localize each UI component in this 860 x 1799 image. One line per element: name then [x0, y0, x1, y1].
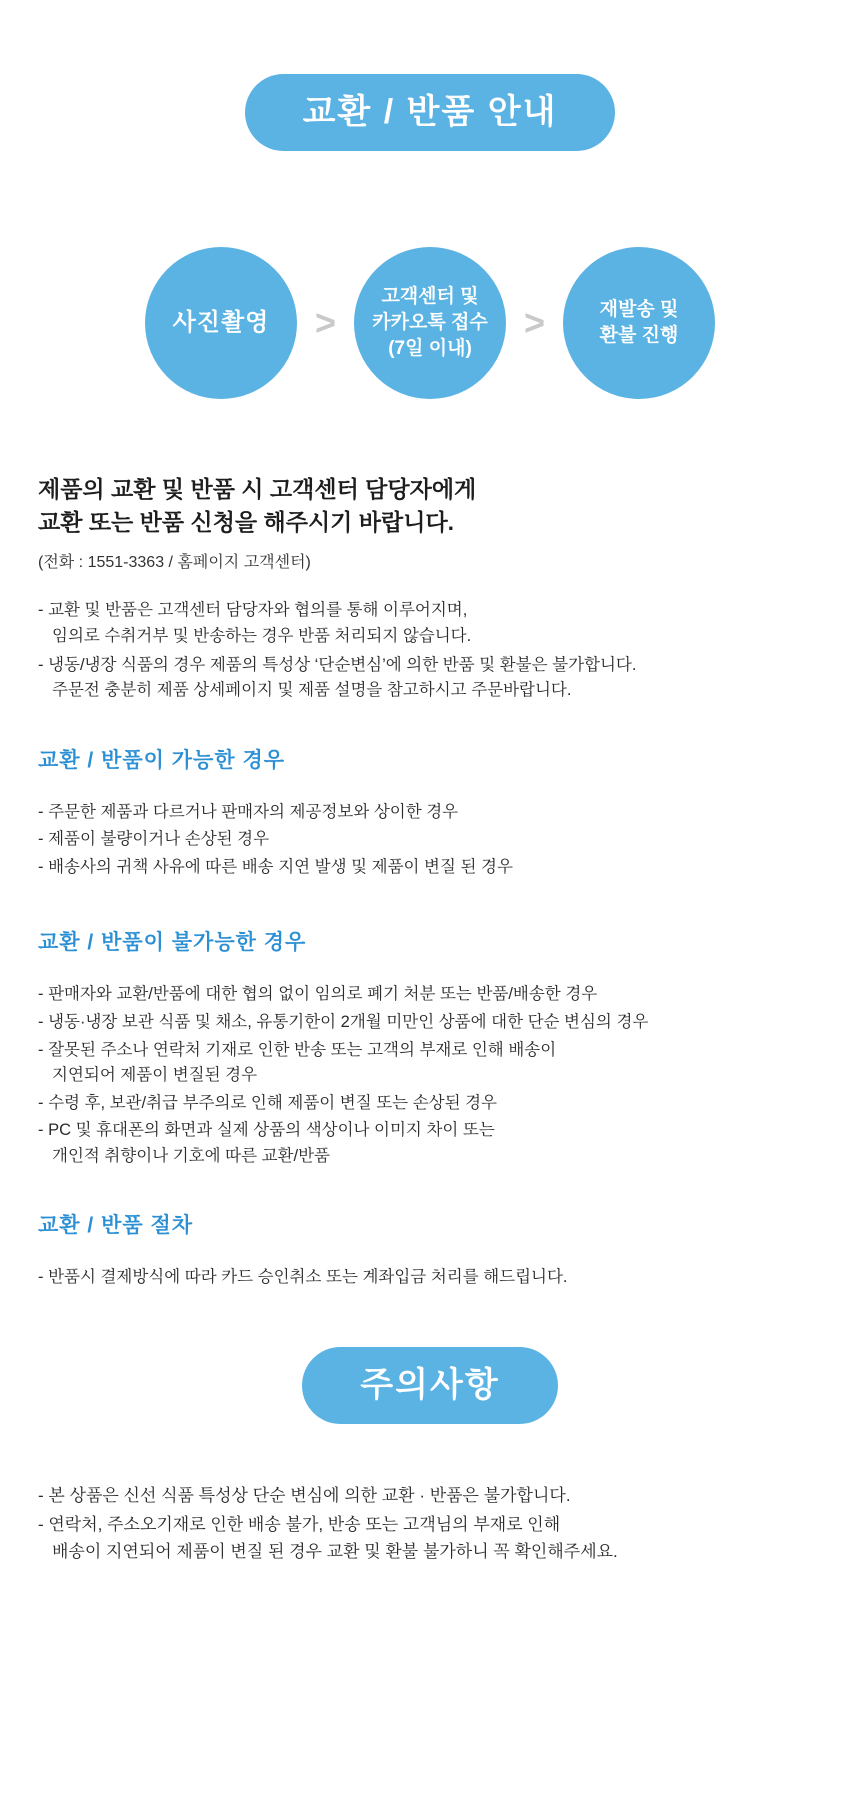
list-item	[38, 800, 822, 826]
list-item	[38, 1118, 822, 1169]
list-item-line-1: - 수령 후, 보관/취급 부주의로 인해 제품이 변질 또는 손상된 경우	[38, 1093, 497, 1112]
list-item-line-1: - 반품시 결제방식에 따라 카드 승인취소 또는 계좌입금 처리를 해드립니다.	[38, 1268, 568, 1287]
customer-center-phone: (전화 : 1551-3363 / 홈페이지 고객센터)	[38, 554, 311, 572]
list-item-line-1: - 배송사의 귀책 사유에 따른 배송 지연 발생 및 제품이 변질 된 경우	[38, 857, 513, 876]
step-3-line-1: 재발송 및	[599, 299, 679, 321]
step-circle-reship-refund	[563, 247, 715, 399]
bottom-spacer	[0, 1567, 860, 1677]
content-body	[0, 473, 860, 1291]
list-item-line-1: - 냉동·냉장 보관 식품 및 채소, 유통기한이 2개월 미만인 상품에 대한 단순 변심의 경우	[38, 1012, 649, 1031]
step-circle-photo	[145, 247, 297, 399]
step-3-line-2: 환불 진행	[599, 324, 679, 346]
list-item-line-1: - 연락처, 주소오기재로 인한 배송 불가, 반송 또는 고객님의 부재로 인해	[38, 1514, 561, 1534]
step-circle-customer-center	[354, 247, 506, 399]
list-item	[38, 1091, 822, 1117]
list-item	[38, 982, 822, 1008]
list-item-line-1: - 잘못된 주소나 연락처 기재로 인한 반송 또는 고객의 부재로 인해 배송이	[38, 1040, 557, 1059]
step-2-line-1: 고객센터 및	[381, 286, 479, 308]
list-item-line-2: 배송이 지연되어 제품이 변질 된 경우 교환 및 환불 불가하니 꼭 확인해주세요.	[52, 1542, 618, 1562]
section-heading-procedure: 교환 / 반품 절차	[38, 1214, 194, 1238]
section-heading-returnable: 교환 / 반품이 가능한 경우	[38, 748, 286, 772]
list-item-line-2: 주문전 충분히 제품 상세페이지 및 제품 설명을 참고하시고 주문바랍니다.	[52, 681, 572, 700]
step-2-line-3: (7일 이내)	[388, 337, 472, 359]
list-item-line-2: 지연되어 제품이 변질된 경우	[52, 1066, 258, 1085]
step-1-line-1: 사진촬영	[172, 308, 270, 336]
list-item-line-1: - PC 및 휴대폰의 화면과 실제 상품의 색상이나 이미지 차이 또는	[38, 1121, 495, 1140]
list-item	[38, 1038, 822, 1089]
lead-paragraph	[38, 473, 822, 540]
list-item	[38, 827, 822, 853]
list-item	[38, 1482, 822, 1509]
list-item	[38, 653, 822, 704]
arrow-icon-2: >	[524, 301, 546, 343]
non-returnable-list	[38, 982, 822, 1169]
step-2-line-2: 카카오톡 접수	[372, 311, 488, 333]
list-item	[38, 1511, 822, 1565]
list-item-line-2: 개인적 취향이나 기호에 따른 교환/반품	[52, 1146, 330, 1165]
list-item-line-1: - 냉동/냉장 식품의 경우 제품의 특성상 ‘단순변심’에 의한 반품 및 환불은 불가합니다.	[38, 655, 637, 674]
intro-note-list	[38, 598, 822, 703]
caution-title: 주의사항	[302, 1347, 557, 1424]
returnable-list	[38, 800, 822, 881]
list-item	[38, 598, 822, 649]
list-item-line-1: - 제품이 불량이거나 손상된 경우	[38, 830, 270, 849]
page-title-row	[0, 0, 860, 151]
list-item-line-1: - 본 상품은 신선 식품 특성상 단순 변심에 의한 교환 · 반품은 불가합니다.	[38, 1485, 571, 1505]
arrow-icon-1: >	[314, 301, 336, 343]
step-2-text	[372, 284, 487, 361]
list-item	[38, 1010, 822, 1036]
step-3-text	[600, 297, 679, 348]
caution-title-row	[0, 1293, 860, 1424]
lead-line-2: 교환 또는 반품 신청을 해주시기 바랍니다.	[38, 509, 455, 536]
page-title: 교환 / 반품 안내	[245, 74, 616, 151]
process-steps	[0, 247, 860, 399]
lead-line-1: 제품의 교환 및 반품 시 고객센터 담당자에게	[38, 475, 477, 502]
section-heading-non-returnable: 교환 / 반품이 불가능한 경우	[38, 931, 307, 955]
list-item-line-1: - 주문한 제품과 다르거나 판매자의 제공정보와 상이한 경우	[38, 802, 459, 821]
list-item	[38, 855, 822, 881]
list-item-line-1: - 교환 및 반품은 고객센터 담당자와 협의를 통해 이루어지며,	[38, 601, 468, 620]
procedure-list	[38, 1265, 822, 1291]
caution-list	[38, 1482, 822, 1566]
caution-body	[0, 1482, 860, 1566]
list-item	[38, 1265, 822, 1291]
list-item-line-1: - 판매자와 교환/반품에 대한 협의 없이 임의로 폐기 처분 또는 반품/배송한 경우	[38, 985, 598, 1004]
list-item-line-2: 임의로 수취거부 및 반송하는 경우 반품 처리되지 않습니다.	[52, 627, 472, 646]
